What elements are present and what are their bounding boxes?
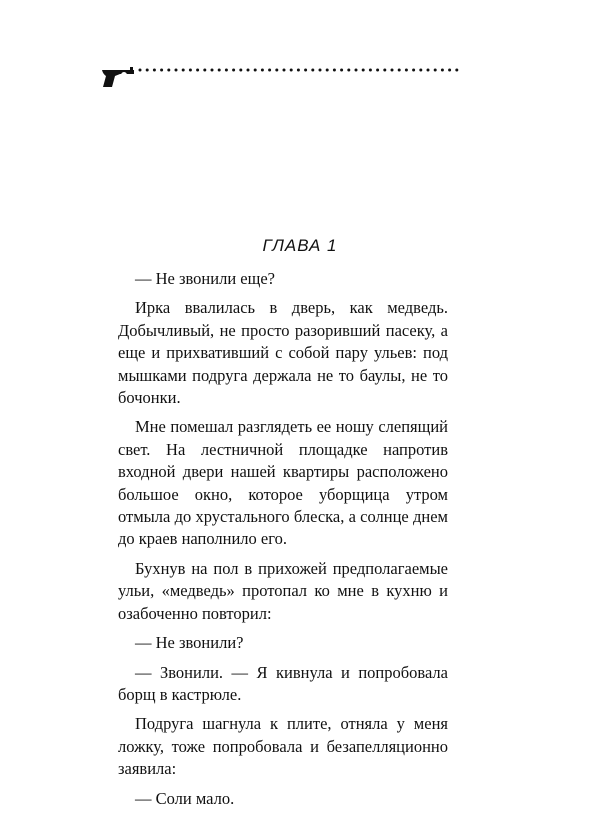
paragraph: Бухнув на пол в прихожей предполагаемые ульи, «медведь» протопал ко мне в кухню и озабоченно повторил: — [118, 558, 448, 623]
revolver-icon — [102, 67, 134, 87]
paragraph: Подруга шагнула к плите, отняла у меня ложку, тоже попробовала и безапелляционно заявила: — [118, 714, 448, 779]
paragraph: Ирка ввалилась в дверь, как медведь. Добычливый, не просто разоривший пасеку, а еще и прихвативший с собой пару ульев: под мышками подруга держала не то баулы, не то бочонки. — [118, 298, 448, 408]
paragraph: — Звонили. — Я кивнула и попробовала борщ в кастрюле. — [118, 662, 448, 704]
chapter-text — [118, 268, 448, 817]
chapter-title: ГЛАВА 1 — [262, 236, 338, 255]
dotted-rule — [139, 69, 459, 72]
header-ornament — [100, 60, 465, 90]
paragraph: — Не звонили? — [135, 633, 244, 653]
paragraph: — Не звонили еще? — [135, 269, 275, 288]
paragraph: — Соли мало. — [135, 788, 235, 808]
paragraph: Мне помешал разглядеть ее ношу слепящий свет. На лестничной площадке напротив входной двери нашей квартиры расположено большое окно, которое уборщица утром отмыла до хрустального блеска, а солнце днем до краев наполнило его. — [118, 417, 448, 549]
